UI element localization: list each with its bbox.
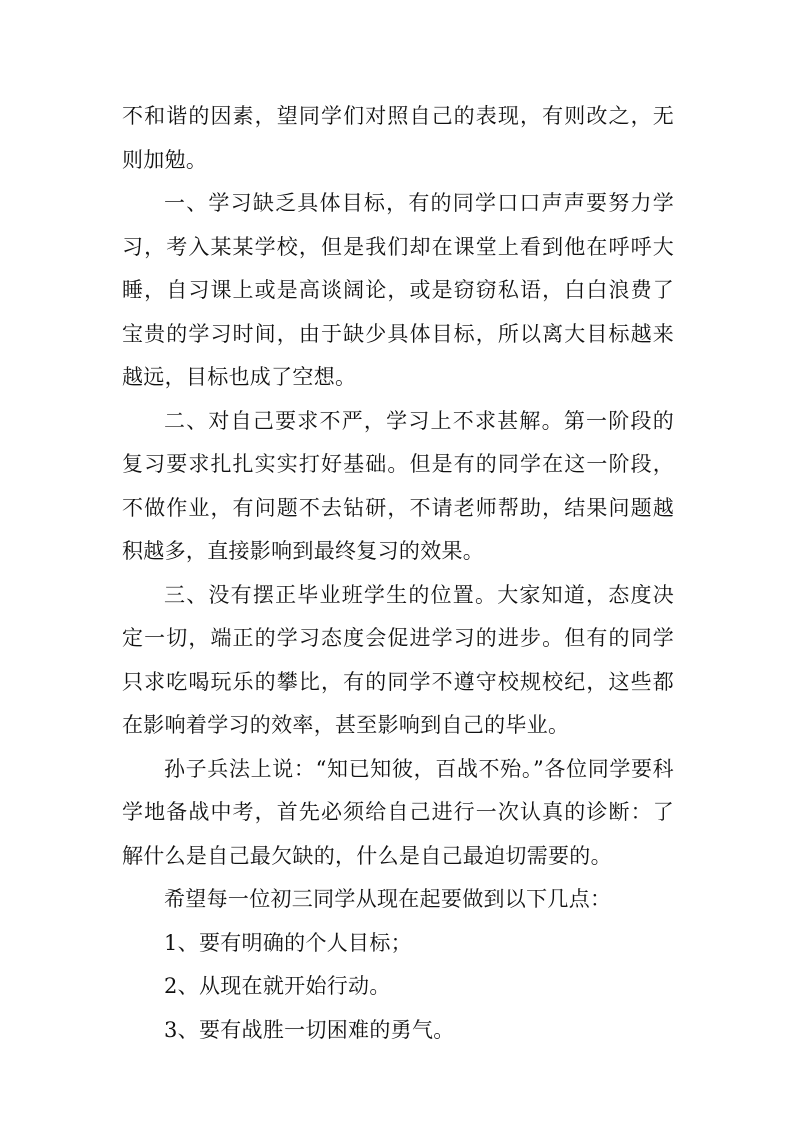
document-body xyxy=(122,95,674,1052)
list-item-courage: 3、要有战胜一切困难的勇气。 xyxy=(164,1017,455,1042)
paragraph-continuation: 不和谐的因素，望同学们对照自己的表现，有则改之，无则加勉。 xyxy=(122,104,674,172)
paragraph-expectations-intro: 希望每一位初三同学从现在起要做到以下几点： xyxy=(164,887,612,911)
paragraph-point-two: 二、对自己要求不严，学习上不求甚解。第一阶段的复习要求扎扎实实打好基础。但是有的同学在这一阶段，不做作业，有问题不去钻研，不请老师帮助，结果问题越积越多，直接影响到最终复习的效果。 xyxy=(122,408,674,563)
paragraph-point-three: 三、没有摆正毕业班学生的位置。大家知道，态度决定一切，端正的学习态度会促进学习的进步。但有的同学只求吃喝玩乐的攀比，有的同学不遵守校规校纪，这些都在影响着学习的效率，甚至影响到自己的毕业。 xyxy=(122,582,674,737)
list-item-action: 2、从现在就开始行动。 xyxy=(164,974,391,998)
paragraph-sunzi-quote: 孙子兵法上说：“知已知彼，百战不殆。”各位同学要科学地备战中考，首先必须给自己进行一次认真的诊断：了解什么是自己最欠缺的，什么是自己最迫切需要的。 xyxy=(122,756,674,868)
list-item-goal: 1、要有明确的个人目标； xyxy=(164,930,412,955)
paragraph-point-one: 一、学习缺乏具体目标，有的同学口口声声要努力学习，考入某某学校，但是我们却在课堂上看到他在呼呼大睡，自习课上或是高谈阔论，或是窃窃私语，白白浪费了宝贵的学习时间，由于缺少具体目标，所以离大目标越来越远，目标也成了空想。 xyxy=(122,191,674,389)
